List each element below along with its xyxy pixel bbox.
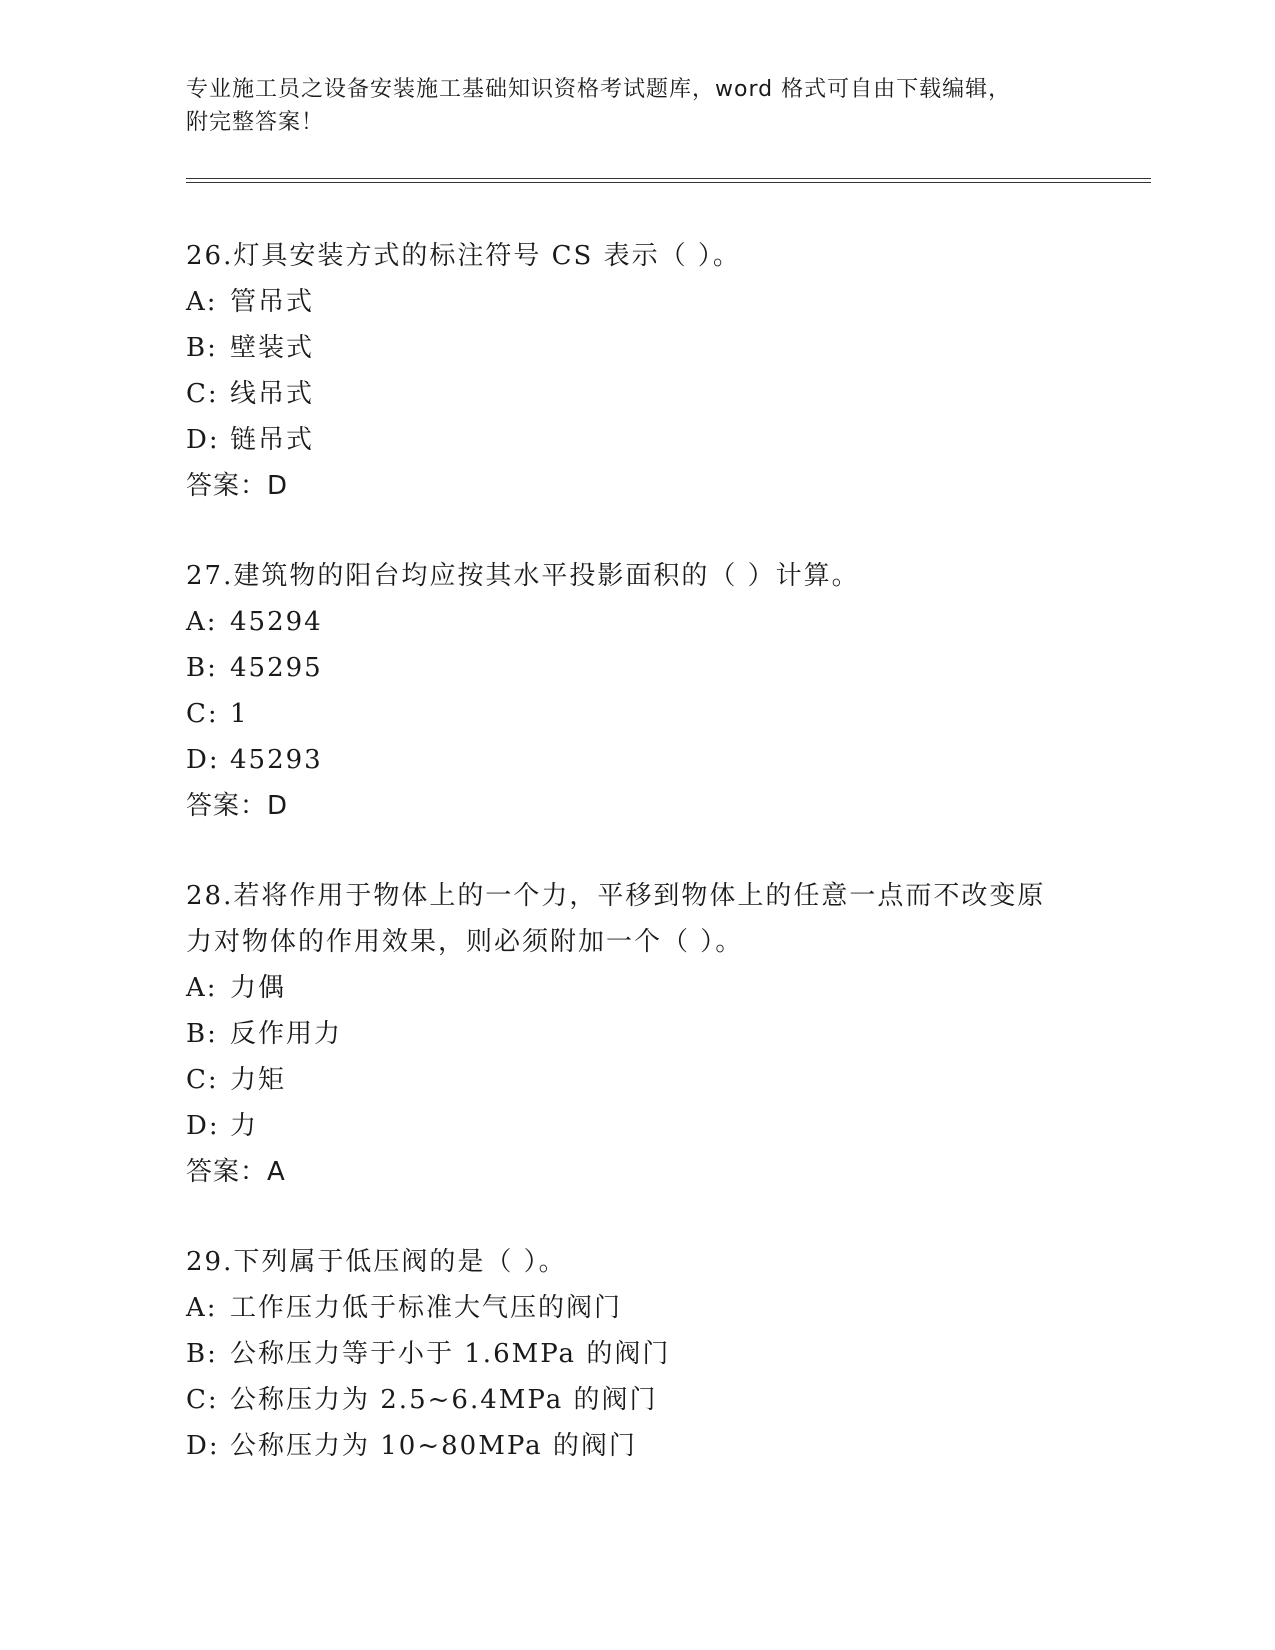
option-label: C: [186, 379, 219, 409]
option-label: D: [186, 1431, 220, 1461]
option-text: 力矩 [230, 1065, 287, 1095]
question-26 [186, 233, 1086, 509]
document-header [186, 73, 1066, 139]
option-b [186, 1011, 1086, 1057]
option-label: D: [186, 745, 220, 775]
option-label: C: [186, 1065, 219, 1095]
question-stem: 27.建筑物的阳台均应按其水平投影面积的（ ）计算。 [186, 561, 860, 591]
answer: 答案：A [186, 1157, 286, 1187]
option-text: 反作用力 [230, 1019, 343, 1049]
question-stem: 26.灯具安装方式的标注符号 CS 表示（ ）。 [186, 241, 741, 271]
option-b [186, 645, 1086, 691]
option-d [186, 417, 1086, 463]
option-text: 力偶 [230, 973, 287, 1003]
option-label: A: [186, 1293, 218, 1323]
answer: 答案：D [186, 791, 289, 821]
option-label: B: [186, 1339, 218, 1369]
option-text: 力 [230, 1111, 259, 1141]
option-label: A: [186, 973, 218, 1003]
option-label: B: [186, 653, 218, 683]
option-text: 线吊式 [230, 379, 315, 409]
option-text: 工作压力低于标准大气压的阀门 [230, 1293, 623, 1323]
option-label: A: [186, 607, 218, 637]
option-a [186, 965, 1086, 1011]
header-divider-top [186, 178, 1151, 179]
option-label: C: [186, 699, 219, 729]
header-line-2: 附完整答案！ [186, 110, 325, 135]
option-label: A: [186, 287, 218, 317]
option-a [186, 279, 1086, 325]
option-text: 45295 [230, 653, 323, 683]
option-d [186, 1103, 1086, 1149]
option-c [186, 1057, 1086, 1103]
option-b [186, 1331, 1086, 1377]
option-text: 1 [230, 699, 249, 729]
option-text: 45294 [230, 607, 323, 637]
option-c [186, 371, 1086, 417]
question-stem-line-2: 力对物体的作用效果，则必须附加一个（ ）。 [186, 927, 744, 957]
header-line-1: 专业施工员之设备安装施工基础知识资格考试题库，word 格式可自由下载编辑， [186, 77, 1012, 102]
question-28 [186, 873, 1086, 1195]
option-text: 链吊式 [230, 425, 315, 455]
option-a [186, 599, 1086, 645]
answer: 答案：D [186, 471, 289, 501]
option-d [186, 737, 1086, 783]
option-label: C: [186, 1385, 219, 1415]
question-stem-line-1: 28.若将作用于物体上的一个力，平移到物体上的任意一点而不改变原 [186, 881, 1046, 911]
option-text: 公称压力为 2.5~6.4MPa 的阀门 [230, 1385, 658, 1415]
option-c [186, 1377, 1086, 1423]
option-b [186, 325, 1086, 371]
header-divider-bottom [186, 182, 1151, 183]
option-label: D: [186, 1111, 220, 1141]
question-27 [186, 553, 1086, 829]
option-text: 公称压力为 10~80MPa 的阀门 [230, 1431, 637, 1461]
option-d [186, 1423, 1086, 1469]
option-label: D: [186, 425, 220, 455]
option-text: 45293 [230, 745, 323, 775]
option-text: 壁装式 [230, 333, 315, 363]
option-label: B: [186, 333, 218, 363]
option-text: 公称压力等于小于 1.6MPa 的阀门 [230, 1339, 671, 1369]
option-text: 管吊式 [230, 287, 315, 317]
option-label: B: [186, 1019, 218, 1049]
option-a [186, 1285, 1086, 1331]
question-29 [186, 1239, 1086, 1469]
option-c [186, 691, 1086, 737]
question-stem: 29.下列属于低压阀的是（ ）。 [186, 1247, 567, 1277]
